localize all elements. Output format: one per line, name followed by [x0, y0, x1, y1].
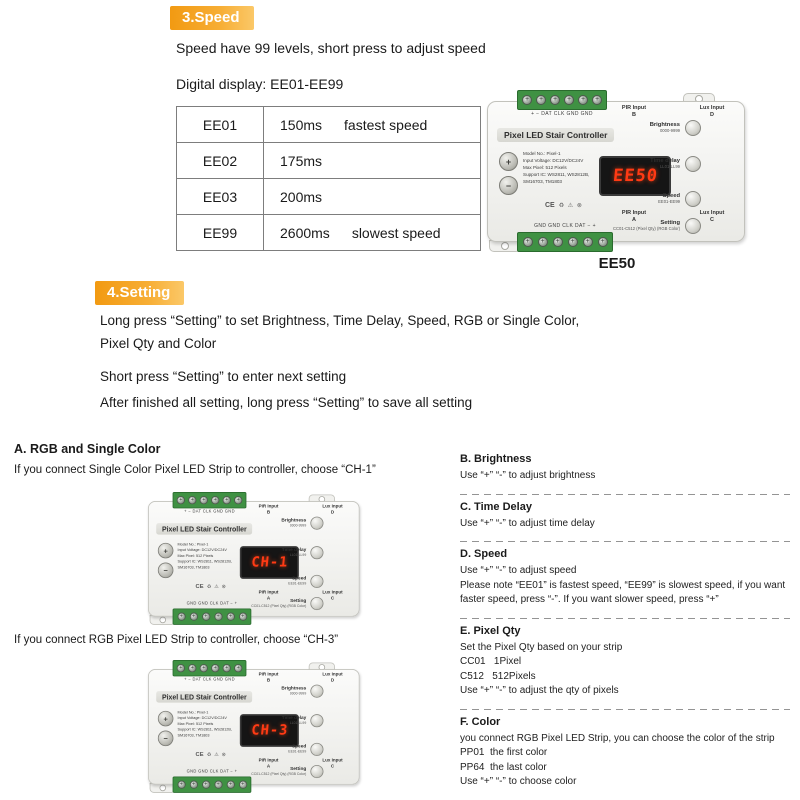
table-row	[177, 143, 481, 179]
round-button-icon	[685, 191, 701, 207]
cert-glyph-icons: ♻ ⚠ ⊗	[206, 752, 227, 758]
spec-line: SM16703, TM1803	[177, 565, 210, 570]
setting-item-line: Use “+” “-” to adjust the qty of pixels	[460, 685, 619, 696]
round-button-icon	[685, 120, 701, 136]
screw-icon	[177, 664, 185, 672]
spec-line: Max Pixel: 512 Pixels	[177, 553, 214, 558]
screw-icon	[522, 95, 532, 105]
button-sublabel: CC01-C512 (Pixel Qty) (RGB Color)	[612, 226, 680, 232]
lux-input-c-label: Lux Input C	[322, 590, 343, 602]
setting-item-line: Use “+” “-” to adjust time delay	[460, 517, 595, 529]
minus-label: −	[505, 180, 512, 191]
setting-item-line: Use “+” “-” to choose color	[460, 776, 577, 787]
minus-label: −	[163, 566, 168, 575]
setting-paragraph-line: Pixel Qty and Color	[100, 336, 217, 351]
button-label: Time delay	[650, 158, 680, 165]
mounting-hole-icon	[501, 242, 509, 250]
table-row	[177, 179, 481, 215]
speed-intro-text: Speed have 99 levels, short press to adjust speed	[176, 40, 486, 56]
screw-icon	[200, 496, 208, 504]
pir-input-b-label: PIR Input B	[258, 504, 279, 516]
spec-line: Model No.: Pixel-1	[177, 542, 209, 547]
lux-input-d-label: Lux Input D	[322, 504, 343, 516]
screw-icon	[564, 95, 574, 105]
button-sublabel: 0000-9999	[659, 128, 680, 134]
round-button-icon	[310, 597, 323, 610]
button-brightness	[245, 685, 324, 698]
screw-icon	[538, 237, 548, 247]
plus-label: +	[163, 714, 168, 723]
plus-label: +	[163, 546, 168, 555]
terminal-block-top	[173, 660, 247, 676]
ce-mark-icon: CE	[545, 202, 555, 209]
screw-icon	[177, 781, 185, 789]
button-setting	[605, 218, 701, 234]
speed-value: 150ms	[280, 116, 323, 133]
dashed-divider	[460, 709, 790, 710]
pir-input-a-label: PIR Input A	[258, 758, 279, 770]
controller-device-ee50	[487, 90, 747, 252]
setting-item-line: CC01 1Pixel	[460, 656, 522, 667]
screw-icon	[226, 781, 234, 789]
dashed-divider	[460, 541, 790, 542]
lux-input-c-label: Lux Input C	[322, 758, 343, 770]
screw-icon	[188, 664, 196, 672]
screw-icon	[214, 781, 222, 789]
setting-paragraph-line: Long press “Setting” to set Brightness, Time Delay, Speed, RGB or Single Color,	[100, 313, 580, 328]
speed-value-cell	[264, 215, 481, 251]
setting-item-time-delay	[460, 501, 790, 543]
round-button-icon	[310, 743, 323, 756]
speed-code-cell: EE99	[177, 215, 264, 251]
setting-item-color	[460, 716, 790, 800]
speed-note: fastest speed	[344, 116, 428, 133]
controller-device-ch1	[148, 492, 362, 626]
button-sublabel: EE01-EE99	[658, 199, 680, 205]
round-button-icon	[310, 685, 323, 698]
speed-value-cell	[264, 107, 481, 143]
button-sublabel: 0000-9999	[289, 691, 307, 696]
settings-detail-column	[460, 448, 790, 800]
button-setting	[245, 765, 324, 778]
screw-icon	[177, 613, 185, 621]
pir-input-b-label: PIR Input B	[258, 672, 279, 684]
device-caption: EE50	[598, 255, 636, 272]
button-label: Speed	[662, 193, 680, 200]
dashed-divider	[460, 494, 790, 495]
section-a-heading: A. RGB and Single Color	[14, 442, 161, 456]
screw-icon	[550, 95, 560, 105]
screw-icon	[234, 664, 242, 672]
button-sublabel: LL01-LL99	[289, 720, 307, 725]
segment-display-value: CH-3	[250, 722, 289, 739]
screw-icon	[214, 613, 222, 621]
controller-device-ch3	[148, 660, 362, 794]
button-time-delay	[245, 546, 324, 559]
button-label: Setting	[660, 220, 680, 227]
setting-paragraph-line: After finished all setting, long press “Setting” to save all setting	[100, 395, 473, 410]
device-specs	[178, 541, 232, 570]
spec-line: Input Voltage: DC12V/DC24V	[523, 158, 584, 164]
led-controller-illustration	[148, 660, 361, 793]
round-button-icon	[685, 156, 701, 172]
button-label: Time delay	[281, 715, 307, 721]
screw-icon	[223, 664, 231, 672]
setting-paragraph-line: Short press “Setting” to enter next setting	[100, 369, 347, 384]
spec-line: Model No.: Pixel-1	[177, 710, 209, 715]
screw-icon	[200, 664, 208, 672]
setting-item-heading: E. Pixel Qty	[460, 624, 521, 637]
setting-item-heading: D. Speed	[460, 548, 508, 560]
round-button-icon	[310, 517, 323, 530]
speed-note: slowest speed	[351, 224, 441, 241]
button-sublabel: EE01-EE99	[288, 581, 307, 586]
screw-icon	[239, 781, 247, 789]
screw-icon	[202, 781, 210, 789]
setting-item-line: C512 512Pixels	[460, 670, 536, 682]
terminal-block-bottom	[173, 776, 252, 792]
button-sublabel: EE01-EE99	[288, 749, 307, 754]
setting-item-line: Set the Pixel Qty based on your strip	[460, 641, 623, 653]
button-label: Speed	[291, 576, 307, 582]
spec-line: SM16703, TM1803	[523, 179, 562, 185]
spec-line: Support IC: WS2811, WS2812B,	[177, 727, 232, 732]
round-button-icon	[310, 546, 323, 559]
screw-icon	[211, 664, 219, 672]
speed-code-cell: EE02	[177, 143, 264, 179]
setting-item-line: PP64 the last color	[460, 761, 547, 773]
button-sublabel: LL01-LL99	[659, 164, 680, 170]
segment-display-value: EE50	[611, 166, 659, 186]
screw-icon	[568, 237, 578, 247]
speed-code-cell: EE03	[177, 179, 264, 215]
speed-value: 175ms	[280, 152, 323, 169]
screw-icon	[578, 95, 588, 105]
bottom-pin-labels: GND GND CLK DAT − +	[186, 601, 238, 606]
pir-input-b-label: PIR Input B	[621, 105, 647, 119]
plus-button-icon	[158, 543, 174, 559]
round-button-icon	[685, 218, 701, 234]
speed-value-cell	[264, 179, 481, 215]
button-sublabel: CC01-C512 (Pixel Qty) (RGB Color)	[251, 603, 307, 608]
mounting-hole-icon	[159, 785, 166, 792]
button-time-delay	[245, 714, 324, 727]
setting-item-brightness	[460, 453, 790, 495]
dashed-divider	[460, 618, 790, 619]
minus-button-icon	[158, 563, 174, 579]
terminal-block-top	[173, 492, 247, 508]
terminal-block-bottom	[173, 608, 252, 624]
spec-line: Input Voltage: DC12V/DC24V	[177, 547, 227, 552]
terminal-block-top	[517, 90, 607, 110]
digital-display-text: Digital display: EE01-EE99	[176, 76, 344, 92]
screw-icon	[202, 613, 210, 621]
button-sublabel: 0000-9999	[289, 523, 307, 528]
speed-table	[176, 106, 481, 251]
setting-item-line: Use “+” “-” to adjust speed	[460, 565, 577, 576]
pir-input-a-label: PIR Input A	[258, 590, 279, 602]
section-badge-setting: 4.Setting	[95, 281, 184, 305]
button-label: Setting	[290, 598, 307, 604]
button-label: Time delay	[281, 547, 307, 553]
screw-icon	[211, 496, 219, 504]
spec-line: Support IC: WS2811, WS2812B,	[177, 559, 232, 564]
plus-button-icon	[158, 711, 174, 727]
setting-item-heading: F. Color	[460, 715, 501, 728]
device-title: Pixel LED Stair Controller	[156, 523, 252, 534]
lux-input-d-label: Lux Input D	[699, 105, 725, 119]
top-pin-labels: + − DAT CLK GND GND	[184, 509, 235, 515]
button-label: Brightness	[281, 518, 307, 524]
device-title: Pixel LED Stair Controller	[156, 691, 252, 702]
button-time-delay	[605, 156, 701, 172]
button-speed	[245, 743, 324, 756]
pir-input-a-label: PIR Input A	[621, 210, 647, 224]
device-title: Pixel LED Stair Controller	[497, 128, 614, 142]
spec-line: Max Pixel: 512 Pixels	[177, 721, 214, 726]
speed-value: 2600ms	[280, 224, 330, 241]
ce-mark-icon: CE	[195, 751, 204, 758]
setting-item-pixel-qty	[460, 625, 790, 710]
setting-item-line: you connect RGB Pixel LED Strip, you can choose the color of the strip	[460, 732, 775, 744]
button-brightness	[245, 517, 324, 530]
plus-label: +	[505, 156, 512, 167]
top-pin-labels: + − DAT CLK GND GND	[531, 111, 593, 117]
plus-button-icon	[499, 152, 518, 171]
screw-icon	[189, 781, 197, 789]
setting-item-heading: B. Brightness	[460, 453, 532, 465]
button-sublabel: LL01-LL99	[289, 552, 307, 557]
button-label: Brightness	[649, 122, 680, 129]
led-controller-illustration	[487, 90, 747, 252]
screw-icon	[189, 613, 197, 621]
speed-value-cell	[264, 143, 481, 179]
screw-icon	[598, 237, 608, 247]
setting-item-line: Use “+” “-” to adjust brightness	[460, 470, 596, 481]
minus-button-icon	[499, 176, 518, 195]
spec-line: Model No.: Pixel-1	[523, 151, 561, 156]
speed-code-cell: EE01	[177, 107, 264, 143]
bottom-pin-labels: GND GND CLK DAT − +	[534, 223, 596, 229]
cert-glyph-icons: ♻ ⚠ ⊗	[206, 584, 227, 590]
spec-line: Support IC: WS2811, WS2812B,	[523, 172, 590, 178]
screw-icon	[239, 613, 247, 621]
mounting-hole-icon	[159, 617, 166, 624]
screw-icon	[226, 613, 234, 621]
device-specs	[178, 709, 232, 738]
setting-item-line: Please note “EE01” is fastest speed, “EE99” is slowest speed, if you want faster speed, press “-”. If you want slower speed, press “+”	[460, 579, 788, 605]
screw-icon	[536, 95, 546, 105]
table-row	[177, 215, 481, 251]
certification-marks	[196, 584, 227, 590]
single-color-instruction: If you connect Single Color Pixel LED Strip to controller, choose “CH-1”	[14, 464, 376, 476]
button-speed	[605, 191, 701, 207]
bottom-pin-labels: GND GND CLK DAT − +	[186, 769, 238, 774]
certification-marks	[545, 202, 583, 209]
screw-icon	[234, 496, 242, 504]
screw-icon	[177, 496, 185, 504]
round-button-icon	[310, 714, 323, 727]
screw-icon	[223, 496, 231, 504]
speed-value: 200ms	[280, 188, 323, 205]
lux-input-c-label: Lux Input C	[699, 210, 725, 224]
setting-item-speed	[460, 548, 790, 619]
button-label: Speed	[291, 744, 307, 750]
spec-line: Max Pixel: 512 Pixels	[523, 165, 567, 171]
setting-item-heading: C. Time Delay	[460, 500, 532, 513]
cert-glyph-icons: ♻ ⚠ ⊗	[558, 203, 583, 209]
screw-icon	[592, 95, 602, 105]
round-button-icon	[310, 765, 323, 778]
round-button-icon	[310, 575, 323, 588]
minus-label: −	[163, 734, 168, 743]
certification-marks	[196, 752, 227, 758]
button-label: Brightness	[281, 686, 307, 692]
top-pin-labels: + − DAT CLK GND GND	[184, 677, 235, 683]
button-label: Setting	[290, 766, 307, 772]
spec-line: SM16703, TM1803	[177, 733, 210, 738]
segment-display-value: CH-1	[250, 554, 289, 571]
button-setting	[245, 597, 324, 610]
spec-line: Input Voltage: DC12V/DC24V	[177, 715, 227, 720]
button-sublabel: CC01-C512 (Pixel Qty) (RGB Color)	[251, 771, 307, 776]
minus-button-icon	[158, 731, 174, 747]
button-brightness	[605, 120, 701, 136]
table-row	[177, 107, 481, 143]
led-controller-illustration	[148, 492, 361, 625]
button-speed	[245, 575, 324, 588]
lux-input-d-label: Lux Input D	[322, 672, 343, 684]
section-badge-speed: 3.Speed	[170, 6, 254, 30]
screw-icon	[523, 237, 533, 247]
rgb-instruction: If you connect RGB Pixel LED Strip to controller, choose “CH-3”	[14, 634, 339, 646]
ce-mark-icon: CE	[195, 583, 204, 590]
terminal-block-bottom	[517, 232, 613, 252]
setting-item-line: PP01 the first color	[460, 747, 548, 758]
screw-icon	[553, 237, 563, 247]
screw-icon	[188, 496, 196, 504]
screw-icon	[583, 237, 593, 247]
device-specs	[523, 150, 589, 186]
